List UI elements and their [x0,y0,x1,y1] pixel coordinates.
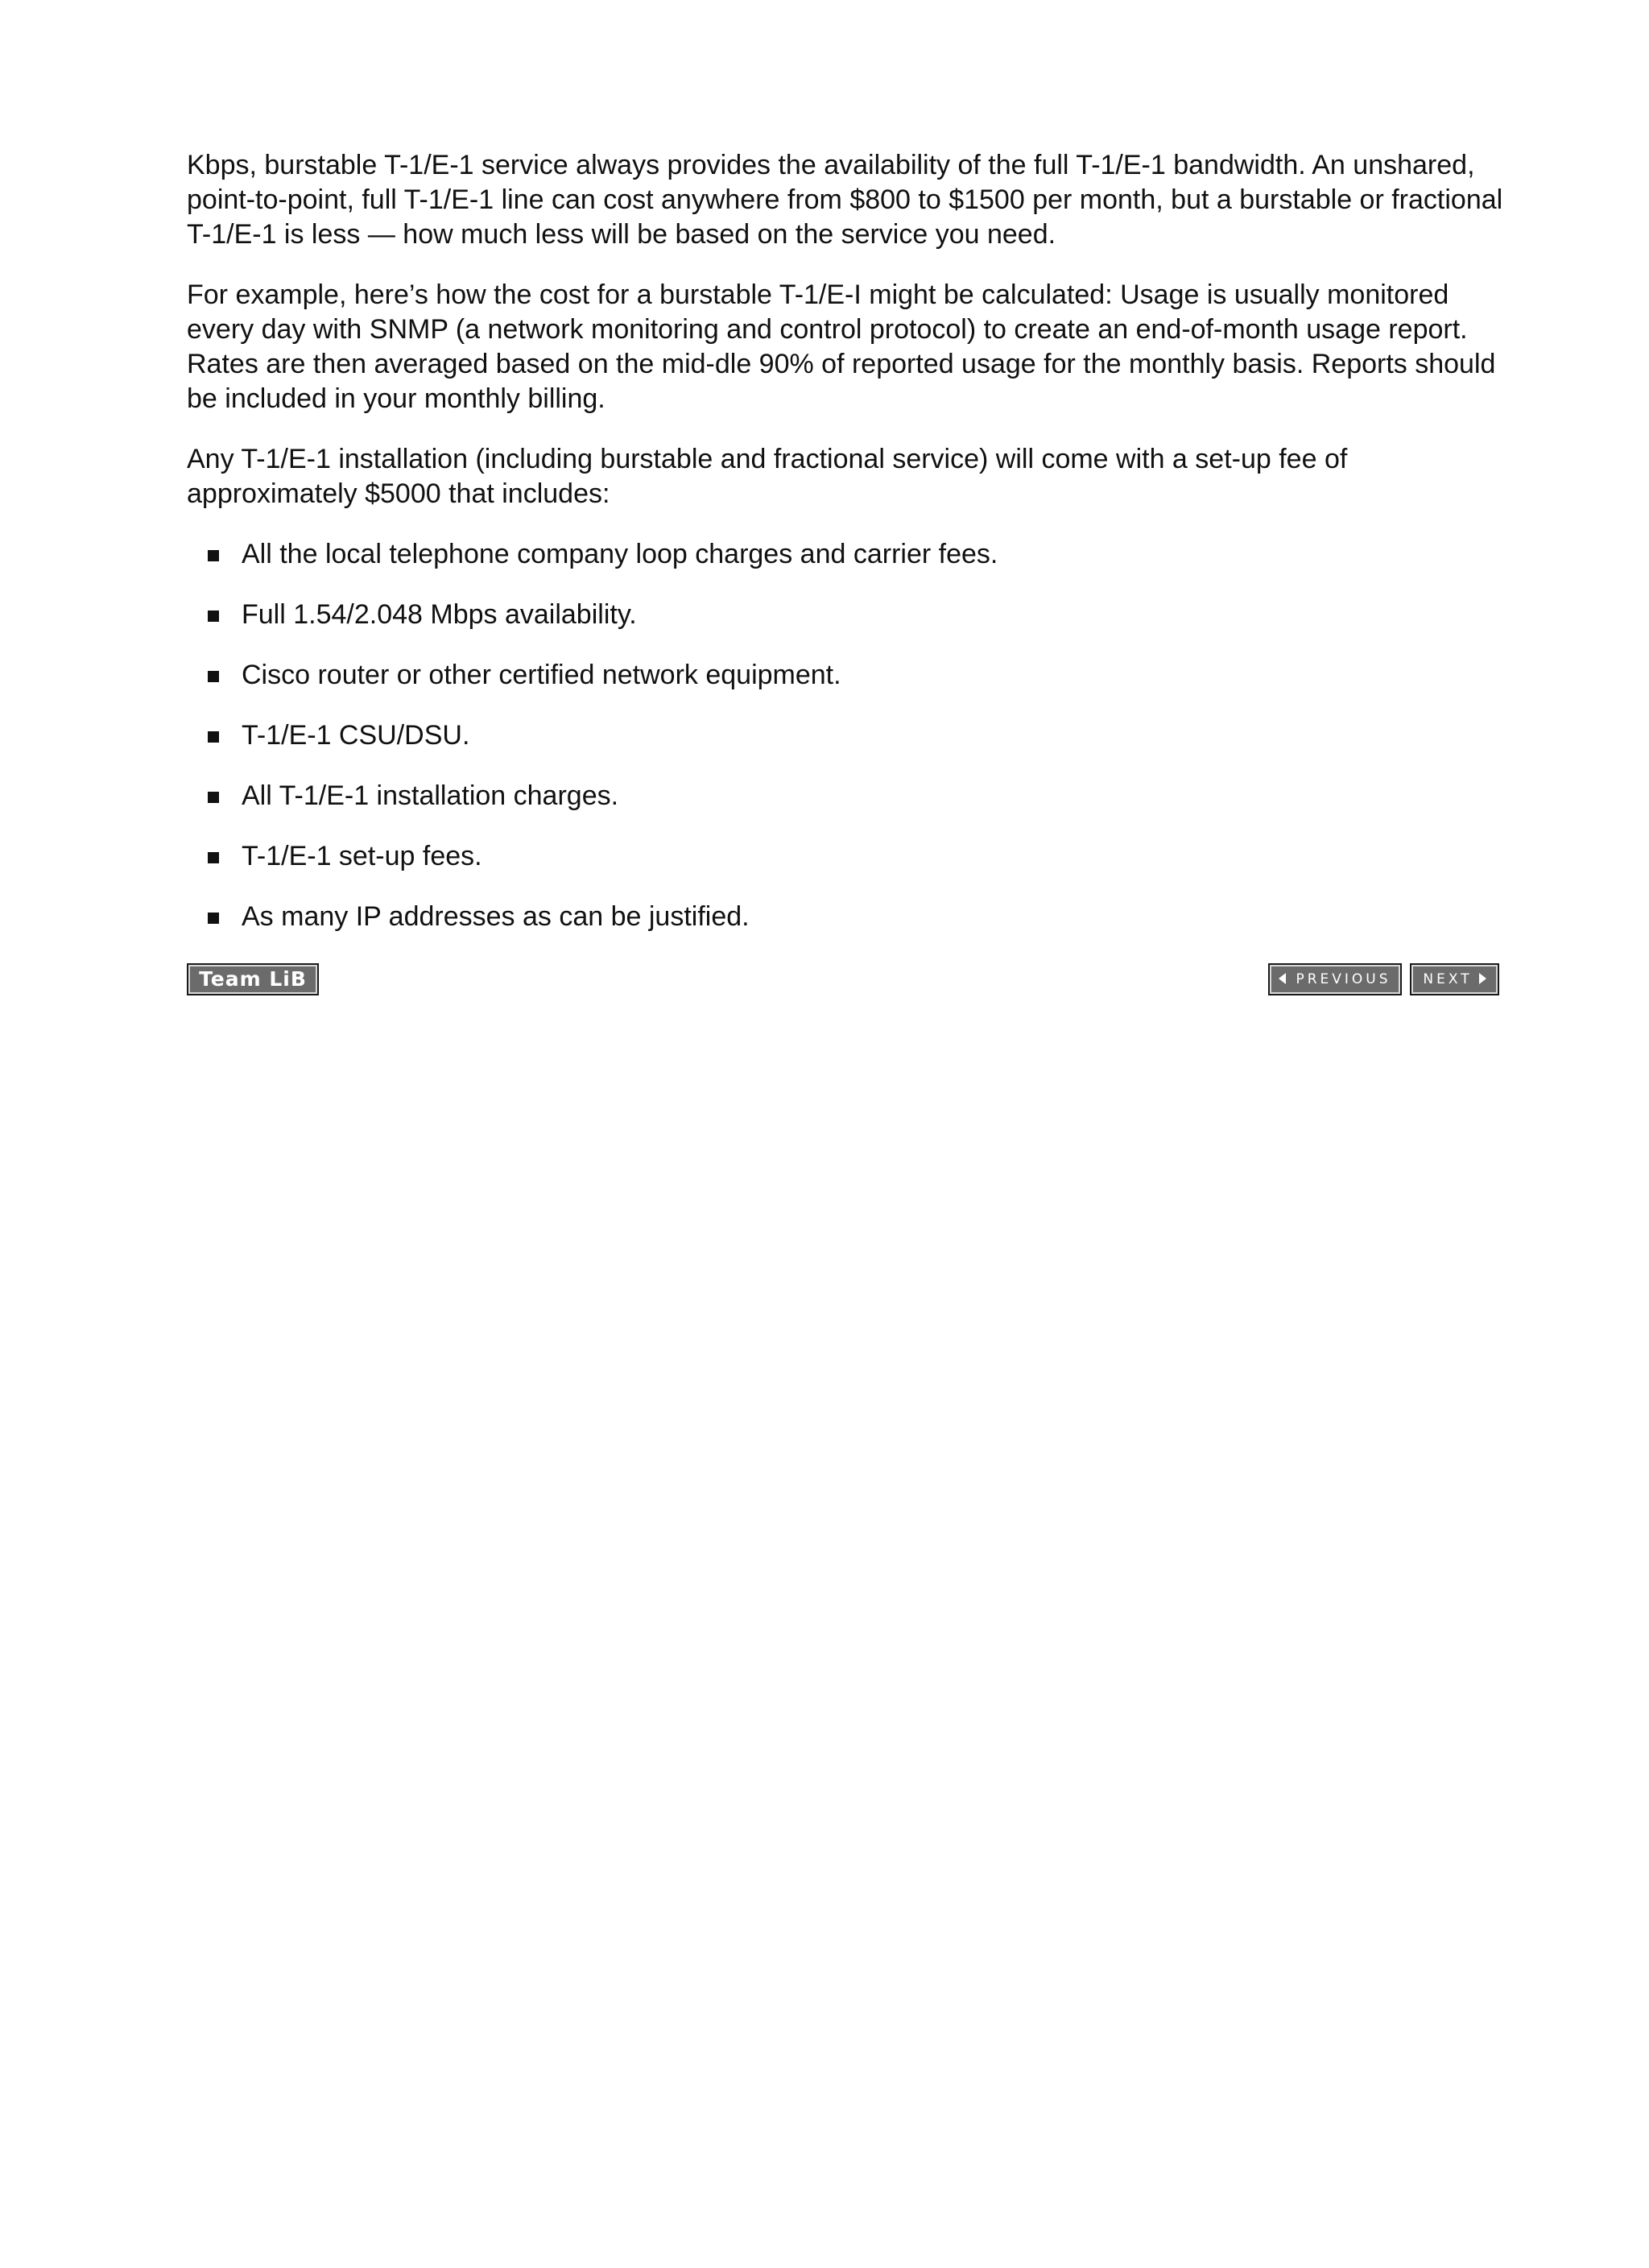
navigation-bar [187,963,1499,995]
paragraph: Any T-1/E-1 installation (including burstable and fractional service) will come with a set-up fee of approximately $5000 that includes: [187,444,1348,509]
arrow-left-icon [1279,973,1286,984]
team-lib-button[interactable] [187,963,319,995]
square-bullet-icon [208,671,219,682]
list-item-text: All the local telephone company loop charges and carrier fees. [242,539,998,569]
list-item-text: Full 1.54/2.048 Mbps availability. [242,599,637,630]
list-item-text: All T-1/E-1 installation charges. [242,780,619,811]
square-bullet-icon [208,731,219,743]
list-item [187,658,1515,693]
square-bullet-icon [208,792,219,803]
square-bullet-icon [208,852,219,863]
page-content [187,148,1515,960]
list-item-text: T-1/E-1 CSU/DSU. [242,720,470,751]
list-item [187,718,1515,753]
list-item-text: T-1/E-1 set-up fees. [242,841,482,871]
list-item [187,779,1515,813]
previous-label: PREVIOUS [1296,971,1391,987]
paragraph: Kbps, burstable T-1/E-1 service always provides the availability of the full T-1/E-1 bandwidth. An unshared, point-to-point, full T-1/E-1 line can cost anywhere from $800 to $1500 per month, but a burstable or fractional T-1/E-1 is less — how much less will be based on the service you need. [187,150,1503,250]
list-item-text: Cisco router or other certified network equipment. [242,660,841,690]
list-item [187,839,1515,874]
arrow-right-icon [1479,973,1486,984]
list-item-text: As many IP addresses as can be justified. [242,901,750,932]
list-item [187,598,1515,632]
list-item [187,900,1515,934]
square-bullet-icon [208,550,219,561]
team-lib-label: Team LiB [199,967,307,991]
bullet-list [187,537,1515,934]
square-bullet-icon [208,913,219,924]
square-bullet-icon [208,610,219,622]
paragraph: For example, here’s how the cost for a burstable T-1/E-I might be calculated: Usage is usually monitored every day with SNMP (a network monitoring and control protocol) to create an end-of-month usage report. Rates are then averaged based on the mid-dle 90% of reported usage for the monthly basis. Reports should be included in your monthly billing. [187,279,1496,414]
previous-button[interactable] [1268,963,1402,995]
next-label: NEXT [1423,971,1473,987]
list-item [187,537,1515,572]
next-button[interactable] [1410,963,1499,995]
